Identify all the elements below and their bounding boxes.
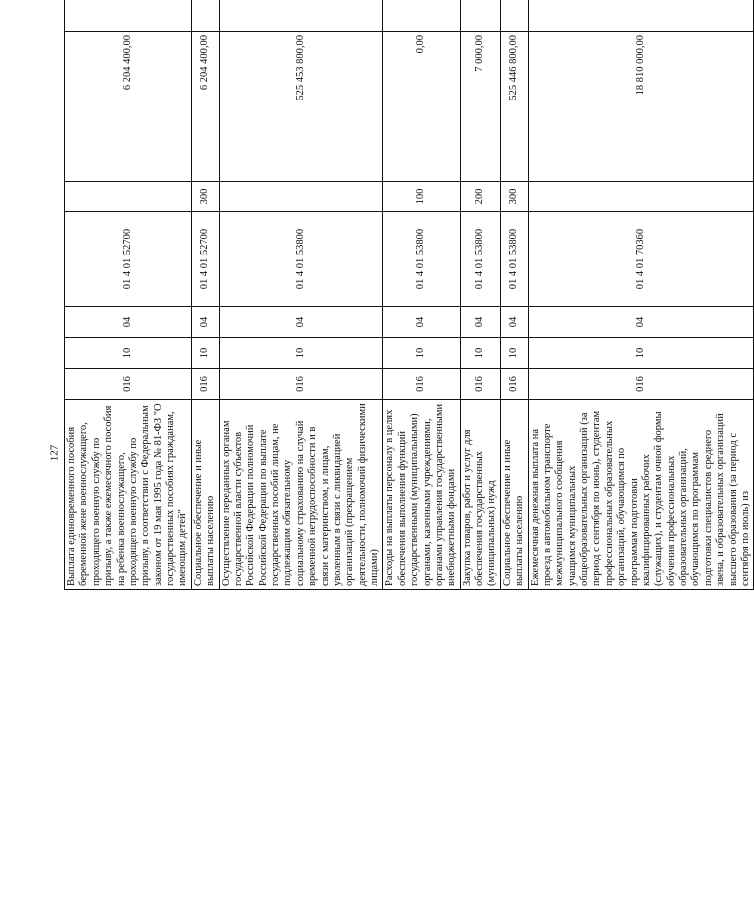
table-row — [191, 0, 219, 590]
ministry-code: 016 — [191, 369, 219, 400]
subsection-code: 04 — [500, 307, 528, 338]
row-name: Осуществление переданных органам государственной власти субъектов Российской Федерации полномочий Российской Федерации по выплате государственных пособий лицам, не подлежащим обязательному социальному страхованию на случай временной нетрудоспособности и в связи с материнством, и лицам, уволенным в связи с ликвидацией организаций (прекращением деятельности, полномочий физическими лицами) — [219, 400, 383, 590]
section-code: 10 — [383, 338, 460, 369]
section-code: 10 — [500, 338, 528, 369]
subsection-code: 04 — [383, 307, 460, 338]
amount-2024: 525 453 800,00 — [219, 32, 383, 182]
row-name: Закупка товаров, работ и услуг для обеспечения государственных (муниципальных) нужд — [460, 400, 500, 590]
row-name: Выплата единовременного пособия беременной жене военнослужащего, проходящего военную службу по призыву, а также ежемесячного пособия на ребенка военнослужащего, проходящего военную службу по призыву, в соответствии с Федеральным законом от 19 мая 1995 года № 81-ФЗ "О государственных пособиях гражданам, имеющим детей" — [65, 400, 192, 590]
amount-2024: 7 000,00 — [460, 32, 500, 182]
amount-2025 — [383, 0, 460, 32]
section-code: 10 — [191, 338, 219, 369]
target-code: 01 4 01 70360 — [528, 212, 754, 307]
expense-type-code: 300 — [500, 182, 528, 212]
target-code: 01 4 01 53800 — [383, 212, 460, 307]
amount-2025 — [500, 0, 528, 32]
amount-2024: 0,00 — [383, 32, 460, 182]
target-code: 01 4 01 53800 — [219, 212, 383, 307]
page-number — [47, 441, 61, 465]
table-row — [460, 0, 500, 590]
subsection-code: 04 — [528, 307, 754, 338]
section-code: 10 — [65, 338, 192, 369]
amount-2024: 6 204 400,00 — [191, 32, 219, 182]
ministry-code: 016 — [219, 369, 383, 400]
target-code: 01 4 01 52700 — [65, 212, 192, 307]
expense-type-code — [528, 182, 754, 212]
expense-type-code — [219, 182, 383, 212]
ministry-code: 016 — [460, 369, 500, 400]
amount-2024: 525 446 800,00 — [500, 32, 528, 182]
row-name: Ежемесячная денежная выплата на проезд в автомобильном транспорте межмуниципального сообщения учащимся муниципальных общеобразовательных организаций (за период с сентября по июнь), студентам профессиональных образовательных организаций, обучающимся по программам подготовки квалифицированных рабочих (служащих), и студентам очной формы обучения профессиональных образовательных организаций, обучающимся по программам подготовки специалистов среднего звена, и образовательных организаций высшего образования (за период с сентября по июль) из — [528, 400, 754, 590]
table-row — [383, 0, 460, 590]
target-code: 01 4 01 53800 — [500, 212, 528, 307]
row-name: Социальное обеспечение и иные выплаты населению — [191, 400, 219, 590]
expense-type-code: 200 — [460, 182, 500, 212]
target-code: 01 4 01 52700 — [191, 212, 219, 307]
subsection-code: 04 — [219, 307, 383, 338]
row-name: Расходы на выплаты персоналу в целях обеспечения выполнения функций государственными (муниципальными) органами, казенными учреждениями, органами управления государственными внебюджетными фондами — [383, 400, 460, 590]
ministry-code: 016 — [383, 369, 460, 400]
expense-type-code: 300 — [191, 182, 219, 212]
section-code: 10 — [528, 338, 754, 369]
table-wrapper — [64, 0, 751, 590]
ministry-code: 016 — [65, 369, 192, 400]
table-row — [528, 0, 754, 590]
amount-2024: 18 810 000,00 — [528, 32, 754, 182]
table-row — [500, 0, 528, 590]
amount-2024: 6 204 400,00 — [65, 32, 192, 182]
table-row — [65, 0, 192, 590]
budget-table — [64, 0, 754, 590]
ministry-code: 016 — [500, 369, 528, 400]
rotated-table-area — [64, 30, 751, 887]
amount-2025 — [191, 0, 219, 32]
target-code: 01 4 01 53800 — [460, 212, 500, 307]
table-row — [219, 0, 383, 590]
page-number-text: 127 — [48, 444, 60, 462]
amount-2025 — [219, 0, 383, 32]
expense-type-code: 100 — [383, 182, 460, 212]
section-code: 10 — [460, 338, 500, 369]
amount-2025 — [65, 0, 192, 32]
subsection-code: 04 — [65, 307, 192, 338]
subsection-code: 04 — [191, 307, 219, 338]
ministry-code: 016 — [528, 369, 754, 400]
amount-2025 — [528, 0, 754, 32]
subsection-code: 04 — [460, 307, 500, 338]
expense-type-code — [65, 182, 192, 212]
section-code: 10 — [219, 338, 383, 369]
amount-2025 — [460, 0, 500, 32]
row-name: Социальное обеспечение и иные выплаты населению — [500, 400, 528, 590]
